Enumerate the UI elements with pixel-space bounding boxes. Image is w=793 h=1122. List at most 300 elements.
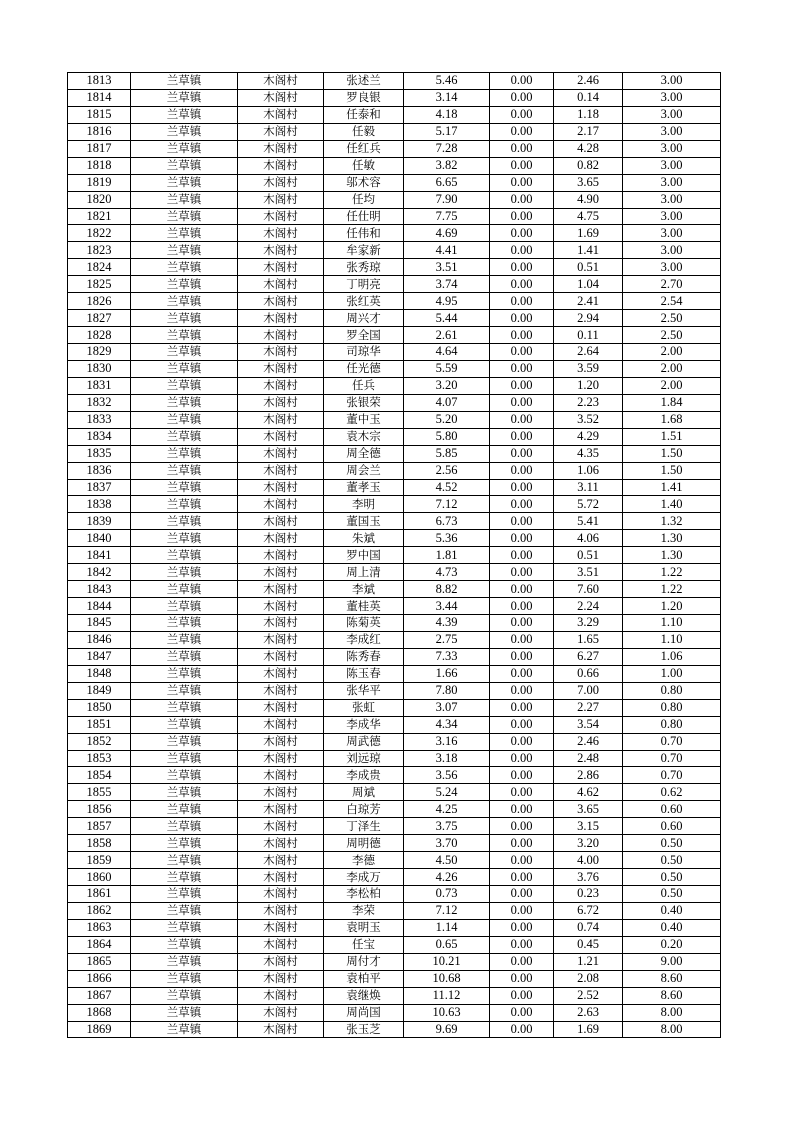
row-number-cell: 1825 bbox=[68, 276, 131, 293]
village-cell: 木阁村 bbox=[238, 377, 324, 394]
table-row bbox=[68, 716, 721, 733]
table-row bbox=[68, 496, 721, 513]
value-zero-cell: 0.00 bbox=[490, 767, 554, 784]
value-total-cell: 4.25 bbox=[404, 801, 490, 818]
value-total-cell: 5.59 bbox=[404, 360, 490, 377]
value-total-cell: 4.64 bbox=[404, 344, 490, 361]
name-cell: 李成华 bbox=[324, 716, 404, 733]
value-zero-cell: 0.00 bbox=[490, 377, 554, 394]
village-cell: 木阁村 bbox=[238, 310, 324, 327]
township-cell: 兰草镇 bbox=[131, 174, 238, 191]
table-row bbox=[68, 310, 721, 327]
value-allocated-cell: 3.00 bbox=[623, 208, 721, 225]
value-allocated-cell: 3.00 bbox=[623, 174, 721, 191]
value-zero-cell: 0.00 bbox=[490, 919, 554, 936]
value-allocated-cell: 0.70 bbox=[623, 733, 721, 750]
township-cell: 兰草镇 bbox=[131, 513, 238, 530]
value-remainder-cell: 3.59 bbox=[554, 360, 623, 377]
township-cell: 兰草镇 bbox=[131, 496, 238, 513]
table-row bbox=[68, 377, 721, 394]
value-zero-cell: 0.00 bbox=[490, 733, 554, 750]
table-row bbox=[68, 106, 721, 123]
name-cell: 周兴才 bbox=[324, 310, 404, 327]
value-allocated-cell: 1.10 bbox=[623, 631, 721, 648]
value-zero-cell: 0.00 bbox=[490, 987, 554, 1004]
row-number-cell: 1852 bbox=[68, 733, 131, 750]
table-row bbox=[68, 123, 721, 140]
table-row bbox=[68, 242, 721, 259]
name-cell: 周上清 bbox=[324, 564, 404, 581]
value-allocated-cell: 3.00 bbox=[623, 225, 721, 242]
value-zero-cell: 0.00 bbox=[490, 581, 554, 598]
value-zero-cell: 0.00 bbox=[490, 293, 554, 310]
data-table bbox=[67, 72, 721, 1038]
table-row bbox=[68, 869, 721, 886]
value-total-cell: 5.80 bbox=[404, 428, 490, 445]
name-cell: 朱斌 bbox=[324, 530, 404, 547]
row-number-cell: 1838 bbox=[68, 496, 131, 513]
value-zero-cell: 0.00 bbox=[490, 750, 554, 767]
row-number-cell: 1861 bbox=[68, 886, 131, 903]
value-zero-cell: 0.00 bbox=[490, 665, 554, 682]
value-remainder-cell: 2.64 bbox=[554, 344, 623, 361]
value-total-cell: 9.69 bbox=[404, 1021, 490, 1038]
row-number-cell: 1821 bbox=[68, 208, 131, 225]
township-cell: 兰草镇 bbox=[131, 767, 238, 784]
value-zero-cell: 0.00 bbox=[490, 682, 554, 699]
value-remainder-cell: 2.48 bbox=[554, 750, 623, 767]
village-cell: 木阁村 bbox=[238, 191, 324, 208]
village-cell: 木阁村 bbox=[238, 801, 324, 818]
village-cell: 木阁村 bbox=[238, 123, 324, 140]
village-cell: 木阁村 bbox=[238, 428, 324, 445]
value-allocated-cell: 1.32 bbox=[623, 513, 721, 530]
value-total-cell: 5.44 bbox=[404, 310, 490, 327]
value-remainder-cell: 2.46 bbox=[554, 733, 623, 750]
value-total-cell: 5.24 bbox=[404, 784, 490, 801]
value-allocated-cell: 2.50 bbox=[623, 327, 721, 344]
village-cell: 木阁村 bbox=[238, 598, 324, 615]
value-zero-cell: 0.00 bbox=[490, 394, 554, 411]
row-number-cell: 1844 bbox=[68, 598, 131, 615]
township-cell: 兰草镇 bbox=[131, 716, 238, 733]
value-allocated-cell: 1.10 bbox=[623, 615, 721, 632]
table-row bbox=[68, 936, 721, 953]
value-total-cell: 4.50 bbox=[404, 852, 490, 869]
row-number-cell: 1866 bbox=[68, 970, 131, 987]
name-cell: 周付才 bbox=[324, 953, 404, 970]
value-allocated-cell: 3.00 bbox=[623, 123, 721, 140]
value-remainder-cell: 3.15 bbox=[554, 818, 623, 835]
value-zero-cell: 0.00 bbox=[490, 902, 554, 919]
village-cell: 木阁村 bbox=[238, 225, 324, 242]
table-row bbox=[68, 513, 721, 530]
value-remainder-cell: 3.76 bbox=[554, 869, 623, 886]
value-allocated-cell: 3.00 bbox=[623, 259, 721, 276]
table-row bbox=[68, 208, 721, 225]
name-cell: 李斌 bbox=[324, 581, 404, 598]
value-allocated-cell: 1.68 bbox=[623, 411, 721, 428]
value-total-cell: 3.75 bbox=[404, 818, 490, 835]
village-cell: 木阁村 bbox=[238, 242, 324, 259]
value-allocated-cell: 0.70 bbox=[623, 767, 721, 784]
township-cell: 兰草镇 bbox=[131, 547, 238, 564]
table-row bbox=[68, 615, 721, 632]
value-total-cell: 4.39 bbox=[404, 615, 490, 632]
village-cell: 木阁村 bbox=[238, 902, 324, 919]
value-remainder-cell: 1.65 bbox=[554, 631, 623, 648]
name-cell: 任兵 bbox=[324, 377, 404, 394]
value-remainder-cell: 4.35 bbox=[554, 445, 623, 462]
table-row bbox=[68, 530, 721, 547]
row-number-cell: 1867 bbox=[68, 987, 131, 1004]
value-remainder-cell: 3.29 bbox=[554, 615, 623, 632]
township-cell: 兰草镇 bbox=[131, 886, 238, 903]
table-row bbox=[68, 852, 721, 869]
value-total-cell: 4.07 bbox=[404, 394, 490, 411]
township-cell: 兰草镇 bbox=[131, 225, 238, 242]
table-row bbox=[68, 682, 721, 699]
value-remainder-cell: 0.51 bbox=[554, 547, 623, 564]
village-cell: 木阁村 bbox=[238, 276, 324, 293]
value-total-cell: 0.65 bbox=[404, 936, 490, 953]
value-remainder-cell: 7.60 bbox=[554, 581, 623, 598]
row-number-cell: 1855 bbox=[68, 784, 131, 801]
value-zero-cell: 0.00 bbox=[490, 936, 554, 953]
value-allocated-cell: 2.00 bbox=[623, 344, 721, 361]
value-allocated-cell: 0.70 bbox=[623, 750, 721, 767]
table-row bbox=[68, 919, 721, 936]
table-row bbox=[68, 293, 721, 310]
value-allocated-cell: 2.54 bbox=[623, 293, 721, 310]
township-cell: 兰草镇 bbox=[131, 530, 238, 547]
village-cell: 木阁村 bbox=[238, 716, 324, 733]
value-allocated-cell: 8.00 bbox=[623, 1021, 721, 1038]
village-cell: 木阁村 bbox=[238, 750, 324, 767]
table-row bbox=[68, 445, 721, 462]
township-cell: 兰草镇 bbox=[131, 242, 238, 259]
value-remainder-cell: 1.69 bbox=[554, 225, 623, 242]
name-cell: 张虹 bbox=[324, 699, 404, 716]
value-remainder-cell: 2.27 bbox=[554, 699, 623, 716]
township-cell: 兰草镇 bbox=[131, 733, 238, 750]
table-row bbox=[68, 801, 721, 818]
row-number-cell: 1858 bbox=[68, 835, 131, 852]
row-number-cell: 1819 bbox=[68, 174, 131, 191]
township-cell: 兰草镇 bbox=[131, 801, 238, 818]
value-allocated-cell: 0.20 bbox=[623, 936, 721, 953]
township-cell: 兰草镇 bbox=[131, 699, 238, 716]
row-number-cell: 1845 bbox=[68, 615, 131, 632]
row-number-cell: 1826 bbox=[68, 293, 131, 310]
value-total-cell: 4.69 bbox=[404, 225, 490, 242]
value-total-cell: 7.12 bbox=[404, 496, 490, 513]
name-cell: 任红兵 bbox=[324, 140, 404, 157]
table-row bbox=[68, 479, 721, 496]
village-cell: 木阁村 bbox=[238, 327, 324, 344]
village-cell: 木阁村 bbox=[238, 987, 324, 1004]
village-cell: 木阁村 bbox=[238, 953, 324, 970]
value-total-cell: 10.21 bbox=[404, 953, 490, 970]
row-number-cell: 1836 bbox=[68, 462, 131, 479]
value-allocated-cell: 1.51 bbox=[623, 428, 721, 445]
table-row bbox=[68, 157, 721, 174]
table-row bbox=[68, 276, 721, 293]
table-row bbox=[68, 902, 721, 919]
value-zero-cell: 0.00 bbox=[490, 428, 554, 445]
value-allocated-cell: 2.50 bbox=[623, 310, 721, 327]
village-cell: 木阁村 bbox=[238, 445, 324, 462]
name-cell: 李德 bbox=[324, 852, 404, 869]
value-allocated-cell: 3.00 bbox=[623, 106, 721, 123]
value-zero-cell: 0.00 bbox=[490, 547, 554, 564]
value-zero-cell: 0.00 bbox=[490, 513, 554, 530]
value-remainder-cell: 6.27 bbox=[554, 648, 623, 665]
value-zero-cell: 0.00 bbox=[490, 648, 554, 665]
row-number-cell: 1859 bbox=[68, 852, 131, 869]
village-cell: 木阁村 bbox=[238, 886, 324, 903]
value-allocated-cell: 0.60 bbox=[623, 801, 721, 818]
value-total-cell: 7.12 bbox=[404, 902, 490, 919]
township-cell: 兰草镇 bbox=[131, 89, 238, 106]
value-zero-cell: 0.00 bbox=[490, 208, 554, 225]
township-cell: 兰草镇 bbox=[131, 377, 238, 394]
value-allocated-cell: 3.00 bbox=[623, 73, 721, 90]
table-body bbox=[68, 73, 721, 1038]
name-cell: 周武德 bbox=[324, 733, 404, 750]
row-number-cell: 1815 bbox=[68, 106, 131, 123]
name-cell: 张述兰 bbox=[324, 73, 404, 90]
township-cell: 兰草镇 bbox=[131, 445, 238, 462]
row-number-cell: 1856 bbox=[68, 801, 131, 818]
village-cell: 木阁村 bbox=[238, 784, 324, 801]
value-remainder-cell: 3.11 bbox=[554, 479, 623, 496]
table-row bbox=[68, 411, 721, 428]
value-remainder-cell: 0.82 bbox=[554, 157, 623, 174]
name-cell: 刘远琼 bbox=[324, 750, 404, 767]
table-row bbox=[68, 953, 721, 970]
township-cell: 兰草镇 bbox=[131, 310, 238, 327]
value-allocated-cell: 1.30 bbox=[623, 547, 721, 564]
value-total-cell: 5.46 bbox=[404, 73, 490, 90]
township-cell: 兰草镇 bbox=[131, 615, 238, 632]
value-remainder-cell: 3.51 bbox=[554, 564, 623, 581]
value-remainder-cell: 0.66 bbox=[554, 665, 623, 682]
village-cell: 木阁村 bbox=[238, 615, 324, 632]
value-total-cell: 4.34 bbox=[404, 716, 490, 733]
value-allocated-cell: 2.00 bbox=[623, 377, 721, 394]
table-row bbox=[68, 191, 721, 208]
table-row bbox=[68, 598, 721, 615]
row-number-cell: 1853 bbox=[68, 750, 131, 767]
value-remainder-cell: 4.06 bbox=[554, 530, 623, 547]
value-remainder-cell: 2.24 bbox=[554, 598, 623, 615]
value-allocated-cell: 0.80 bbox=[623, 682, 721, 699]
village-cell: 木阁村 bbox=[238, 513, 324, 530]
value-total-cell: 3.56 bbox=[404, 767, 490, 784]
value-remainder-cell: 4.90 bbox=[554, 191, 623, 208]
row-number-cell: 1854 bbox=[68, 767, 131, 784]
village-cell: 木阁村 bbox=[238, 394, 324, 411]
village-cell: 木阁村 bbox=[238, 767, 324, 784]
value-total-cell: 3.70 bbox=[404, 835, 490, 852]
value-allocated-cell: 1.22 bbox=[623, 564, 721, 581]
table-row bbox=[68, 1004, 721, 1021]
row-number-cell: 1860 bbox=[68, 869, 131, 886]
village-cell: 木阁村 bbox=[238, 496, 324, 513]
value-remainder-cell: 2.17 bbox=[554, 123, 623, 140]
value-total-cell: 3.74 bbox=[404, 276, 490, 293]
township-cell: 兰草镇 bbox=[131, 581, 238, 598]
village-cell: 木阁村 bbox=[238, 479, 324, 496]
row-number-cell: 1817 bbox=[68, 140, 131, 157]
name-cell: 张银荣 bbox=[324, 394, 404, 411]
value-zero-cell: 0.00 bbox=[490, 360, 554, 377]
value-total-cell: 1.66 bbox=[404, 665, 490, 682]
value-remainder-cell: 4.62 bbox=[554, 784, 623, 801]
table-row bbox=[68, 886, 721, 903]
row-number-cell: 1839 bbox=[68, 513, 131, 530]
value-total-cell: 5.17 bbox=[404, 123, 490, 140]
value-allocated-cell: 1.50 bbox=[623, 462, 721, 479]
value-zero-cell: 0.00 bbox=[490, 801, 554, 818]
value-zero-cell: 0.00 bbox=[490, 699, 554, 716]
value-allocated-cell: 0.60 bbox=[623, 818, 721, 835]
value-zero-cell: 0.00 bbox=[490, 276, 554, 293]
name-cell: 任均 bbox=[324, 191, 404, 208]
value-allocated-cell: 3.00 bbox=[623, 140, 721, 157]
township-cell: 兰草镇 bbox=[131, 360, 238, 377]
name-cell: 董孝玉 bbox=[324, 479, 404, 496]
village-cell: 木阁村 bbox=[238, 936, 324, 953]
value-allocated-cell: 0.50 bbox=[623, 869, 721, 886]
township-cell: 兰草镇 bbox=[131, 191, 238, 208]
row-number-cell: 1820 bbox=[68, 191, 131, 208]
village-cell: 木阁村 bbox=[238, 1021, 324, 1038]
value-allocated-cell: 3.00 bbox=[623, 191, 721, 208]
row-number-cell: 1847 bbox=[68, 648, 131, 665]
village-cell: 木阁村 bbox=[238, 1004, 324, 1021]
township-cell: 兰草镇 bbox=[131, 1004, 238, 1021]
value-zero-cell: 0.00 bbox=[490, 716, 554, 733]
value-remainder-cell: 4.29 bbox=[554, 428, 623, 445]
value-remainder-cell: 5.72 bbox=[554, 496, 623, 513]
value-remainder-cell: 5.41 bbox=[554, 513, 623, 530]
value-zero-cell: 0.00 bbox=[490, 310, 554, 327]
value-total-cell: 0.73 bbox=[404, 886, 490, 903]
value-allocated-cell: 8.60 bbox=[623, 970, 721, 987]
name-cell: 李成万 bbox=[324, 869, 404, 886]
village-cell: 木阁村 bbox=[238, 411, 324, 428]
village-cell: 木阁村 bbox=[238, 818, 324, 835]
value-zero-cell: 0.00 bbox=[490, 411, 554, 428]
village-cell: 木阁村 bbox=[238, 157, 324, 174]
row-number-cell: 1841 bbox=[68, 547, 131, 564]
village-cell: 木阁村 bbox=[238, 835, 324, 852]
row-number-cell: 1823 bbox=[68, 242, 131, 259]
village-cell: 木阁村 bbox=[238, 564, 324, 581]
name-cell: 陈菊英 bbox=[324, 615, 404, 632]
value-zero-cell: 0.00 bbox=[490, 462, 554, 479]
name-cell: 罗全国 bbox=[324, 327, 404, 344]
value-allocated-cell: 0.40 bbox=[623, 902, 721, 919]
village-cell: 木阁村 bbox=[238, 547, 324, 564]
value-remainder-cell: 2.46 bbox=[554, 73, 623, 90]
value-allocated-cell: 0.40 bbox=[623, 919, 721, 936]
value-remainder-cell: 0.74 bbox=[554, 919, 623, 936]
row-number-cell: 1862 bbox=[68, 902, 131, 919]
row-number-cell: 1831 bbox=[68, 377, 131, 394]
value-remainder-cell: 2.08 bbox=[554, 970, 623, 987]
value-allocated-cell: 1.41 bbox=[623, 479, 721, 496]
value-zero-cell: 0.00 bbox=[490, 344, 554, 361]
table-row bbox=[68, 140, 721, 157]
value-remainder-cell: 6.72 bbox=[554, 902, 623, 919]
table-row bbox=[68, 174, 721, 191]
name-cell: 任毅 bbox=[324, 123, 404, 140]
village-cell: 木阁村 bbox=[238, 293, 324, 310]
value-zero-cell: 0.00 bbox=[490, 445, 554, 462]
value-zero-cell: 0.00 bbox=[490, 157, 554, 174]
value-remainder-cell: 3.65 bbox=[554, 174, 623, 191]
value-zero-cell: 0.00 bbox=[490, 89, 554, 106]
value-total-cell: 7.80 bbox=[404, 682, 490, 699]
name-cell: 白琼芳 bbox=[324, 801, 404, 818]
table-row bbox=[68, 699, 721, 716]
value-allocated-cell: 0.62 bbox=[623, 784, 721, 801]
row-number-cell: 1834 bbox=[68, 428, 131, 445]
value-remainder-cell: 4.00 bbox=[554, 852, 623, 869]
value-allocated-cell: 1.22 bbox=[623, 581, 721, 598]
township-cell: 兰草镇 bbox=[131, 106, 238, 123]
value-total-cell: 3.20 bbox=[404, 377, 490, 394]
township-cell: 兰草镇 bbox=[131, 344, 238, 361]
row-number-cell: 1837 bbox=[68, 479, 131, 496]
table-row bbox=[68, 394, 721, 411]
value-allocated-cell: 2.00 bbox=[623, 360, 721, 377]
name-cell: 任泰和 bbox=[324, 106, 404, 123]
township-cell: 兰草镇 bbox=[131, 869, 238, 886]
table-row bbox=[68, 327, 721, 344]
row-number-cell: 1827 bbox=[68, 310, 131, 327]
value-allocated-cell: 3.00 bbox=[623, 157, 721, 174]
name-cell: 司琼华 bbox=[324, 344, 404, 361]
value-remainder-cell: 1.20 bbox=[554, 377, 623, 394]
value-total-cell: 1.81 bbox=[404, 547, 490, 564]
value-zero-cell: 0.00 bbox=[490, 564, 554, 581]
township-cell: 兰草镇 bbox=[131, 259, 238, 276]
value-remainder-cell: 0.11 bbox=[554, 327, 623, 344]
village-cell: 木阁村 bbox=[238, 631, 324, 648]
value-total-cell: 8.82 bbox=[404, 581, 490, 598]
township-cell: 兰草镇 bbox=[131, 648, 238, 665]
table-row bbox=[68, 225, 721, 242]
value-zero-cell: 0.00 bbox=[490, 327, 554, 344]
value-remainder-cell: 3.65 bbox=[554, 801, 623, 818]
table-row bbox=[68, 767, 721, 784]
value-zero-cell: 0.00 bbox=[490, 615, 554, 632]
table-row bbox=[68, 835, 721, 852]
township-cell: 兰草镇 bbox=[131, 140, 238, 157]
value-zero-cell: 0.00 bbox=[490, 784, 554, 801]
village-cell: 木阁村 bbox=[238, 919, 324, 936]
table-row bbox=[68, 750, 721, 767]
value-total-cell: 10.68 bbox=[404, 970, 490, 987]
value-allocated-cell: 0.80 bbox=[623, 699, 721, 716]
value-zero-cell: 0.00 bbox=[490, 869, 554, 886]
value-remainder-cell: 2.94 bbox=[554, 310, 623, 327]
row-number-cell: 1835 bbox=[68, 445, 131, 462]
